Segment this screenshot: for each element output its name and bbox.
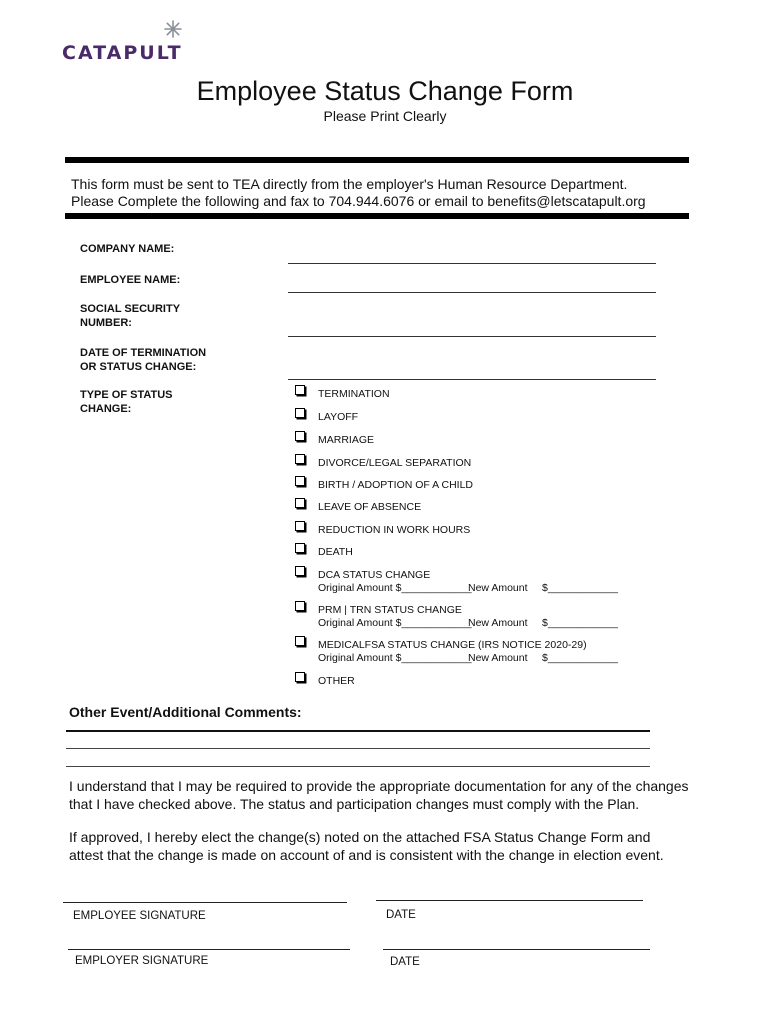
option-label: DEATH <box>318 546 353 558</box>
option-label: REDUCTION IN WORK HOURS <box>318 524 471 536</box>
option-label: MEDICALFSA STATUS CHANGE (IRS NOTICE 2020-29) <box>318 639 587 651</box>
checkbox[interactable] <box>295 672 305 682</box>
documentation-statement <box>69 777 709 813</box>
checkbox[interactable] <box>295 601 305 611</box>
option-label: OTHER <box>318 675 355 687</box>
checkbox[interactable] <box>295 431 305 441</box>
option-label: DIVORCE/LEGAL SEPARATION <box>318 457 472 469</box>
employer-signature-label: EMPLOYER SIGNATURE <box>75 955 209 967</box>
checkbox[interactable] <box>295 385 305 395</box>
new-amount-value[interactable]: $____________ <box>542 617 618 629</box>
new-amount-value[interactable]: $____________ <box>542 582 618 594</box>
employee-name-label: EMPLOYEE NAME: <box>80 274 181 286</box>
option-label: BIRTH / ADOPTION OF A CHILD <box>318 479 474 491</box>
employee-signature-line[interactable] <box>63 902 347 903</box>
employer-signature-line[interactable] <box>68 949 350 950</box>
option-label: TERMINATION <box>318 388 390 400</box>
statement-line: I understand that I may be required to provide the appropriate documentation for any of the changes <box>69 778 689 794</box>
employee-date-line[interactable] <box>376 900 643 901</box>
top-divider <box>65 157 689 163</box>
statement-line: attest that the change is made on account of and is consistent with the change in election event. <box>69 847 664 863</box>
comments-line-3[interactable] <box>66 766 650 767</box>
statement-line: If approved, I hereby elect the change(s) noted on the attached FSA Status Change Form and <box>69 829 651 845</box>
intro-line-1: This form must be sent to TEA directly from the employer's Human Resource Department. <box>71 176 628 192</box>
option-label: DCA STATUS CHANGE <box>318 569 431 581</box>
ssn-label-line-2: NUMBER: <box>80 317 132 329</box>
option-label: MARRIAGE <box>318 434 375 446</box>
statement-line: that I have checked above. The status and participation changes must comply with the Plan. <box>69 796 640 812</box>
date-field[interactable] <box>288 379 656 380</box>
checkbox[interactable] <box>295 521 305 531</box>
employee-name-field[interactable] <box>288 292 656 293</box>
ssn-field[interactable] <box>288 336 656 337</box>
original-amount[interactable]: Original Amount $____________ <box>318 652 472 664</box>
date-label <box>80 346 250 374</box>
checkbox[interactable] <box>295 476 305 486</box>
new-amount-label: New Amount <box>468 617 528 629</box>
company-name-field[interactable] <box>288 263 656 264</box>
company-name-label: COMPANY NAME: <box>80 243 175 255</box>
election-statement <box>69 828 709 864</box>
date-label-line-2: OR STATUS CHANGE: <box>80 361 197 373</box>
option-label: LEAVE OF ABSENCE <box>318 501 422 513</box>
comments-heading: Other Event/Additional Comments: <box>69 704 302 720</box>
date-label-line-1: DATE OF TERMINATION <box>80 347 207 359</box>
amount-row <box>318 652 618 664</box>
checkbox[interactable] <box>295 498 305 508</box>
employee-signature-label: EMPLOYEE SIGNATURE <box>73 910 206 922</box>
checkbox[interactable] <box>295 566 305 576</box>
intro-line-2: Please Complete the following and fax to 704.944.6076 or email to benefits@letscatapult.org <box>71 193 646 209</box>
status-type-label <box>80 388 250 416</box>
intro-divider <box>65 213 689 219</box>
amount-row <box>318 582 618 594</box>
intro-text <box>71 176 646 210</box>
new-amount-label: New Amount <box>468 652 528 664</box>
checkbox[interactable] <box>295 454 305 464</box>
option-label: PRM | TRN STATUS CHANGE <box>318 604 462 616</box>
checkbox[interactable] <box>295 636 305 646</box>
comments-line-2[interactable] <box>66 748 650 749</box>
comments-line-1[interactable] <box>66 730 650 732</box>
catapult-star-icon <box>164 20 182 38</box>
form-title: Employee Status Change Form <box>196 76 574 106</box>
logo-wordmark: CATAPULT <box>62 42 183 64</box>
original-amount[interactable]: Original Amount $____________ <box>318 617 472 629</box>
checkbox[interactable] <box>295 543 305 553</box>
form-subtitle: Please Print Clearly <box>323 108 447 124</box>
amount-row <box>318 617 618 629</box>
new-amount-value[interactable]: $____________ <box>542 652 618 664</box>
ssn-label <box>80 302 250 330</box>
status-type-label-line-2: CHANGE: <box>80 403 132 415</box>
catapult-logo <box>62 20 192 66</box>
employer-date-line[interactable] <box>383 949 650 950</box>
checkbox[interactable] <box>295 408 305 418</box>
original-amount[interactable]: Original Amount $____________ <box>318 582 472 594</box>
employer-date-label: DATE <box>390 956 420 968</box>
status-type-label-line-1: TYPE OF STATUS <box>80 389 173 401</box>
option-label: LAYOFF <box>318 411 359 423</box>
employee-date-label: DATE <box>386 909 416 921</box>
ssn-label-line-1: SOCIAL SECURITY <box>80 303 181 315</box>
new-amount-label: New Amount <box>468 582 528 594</box>
